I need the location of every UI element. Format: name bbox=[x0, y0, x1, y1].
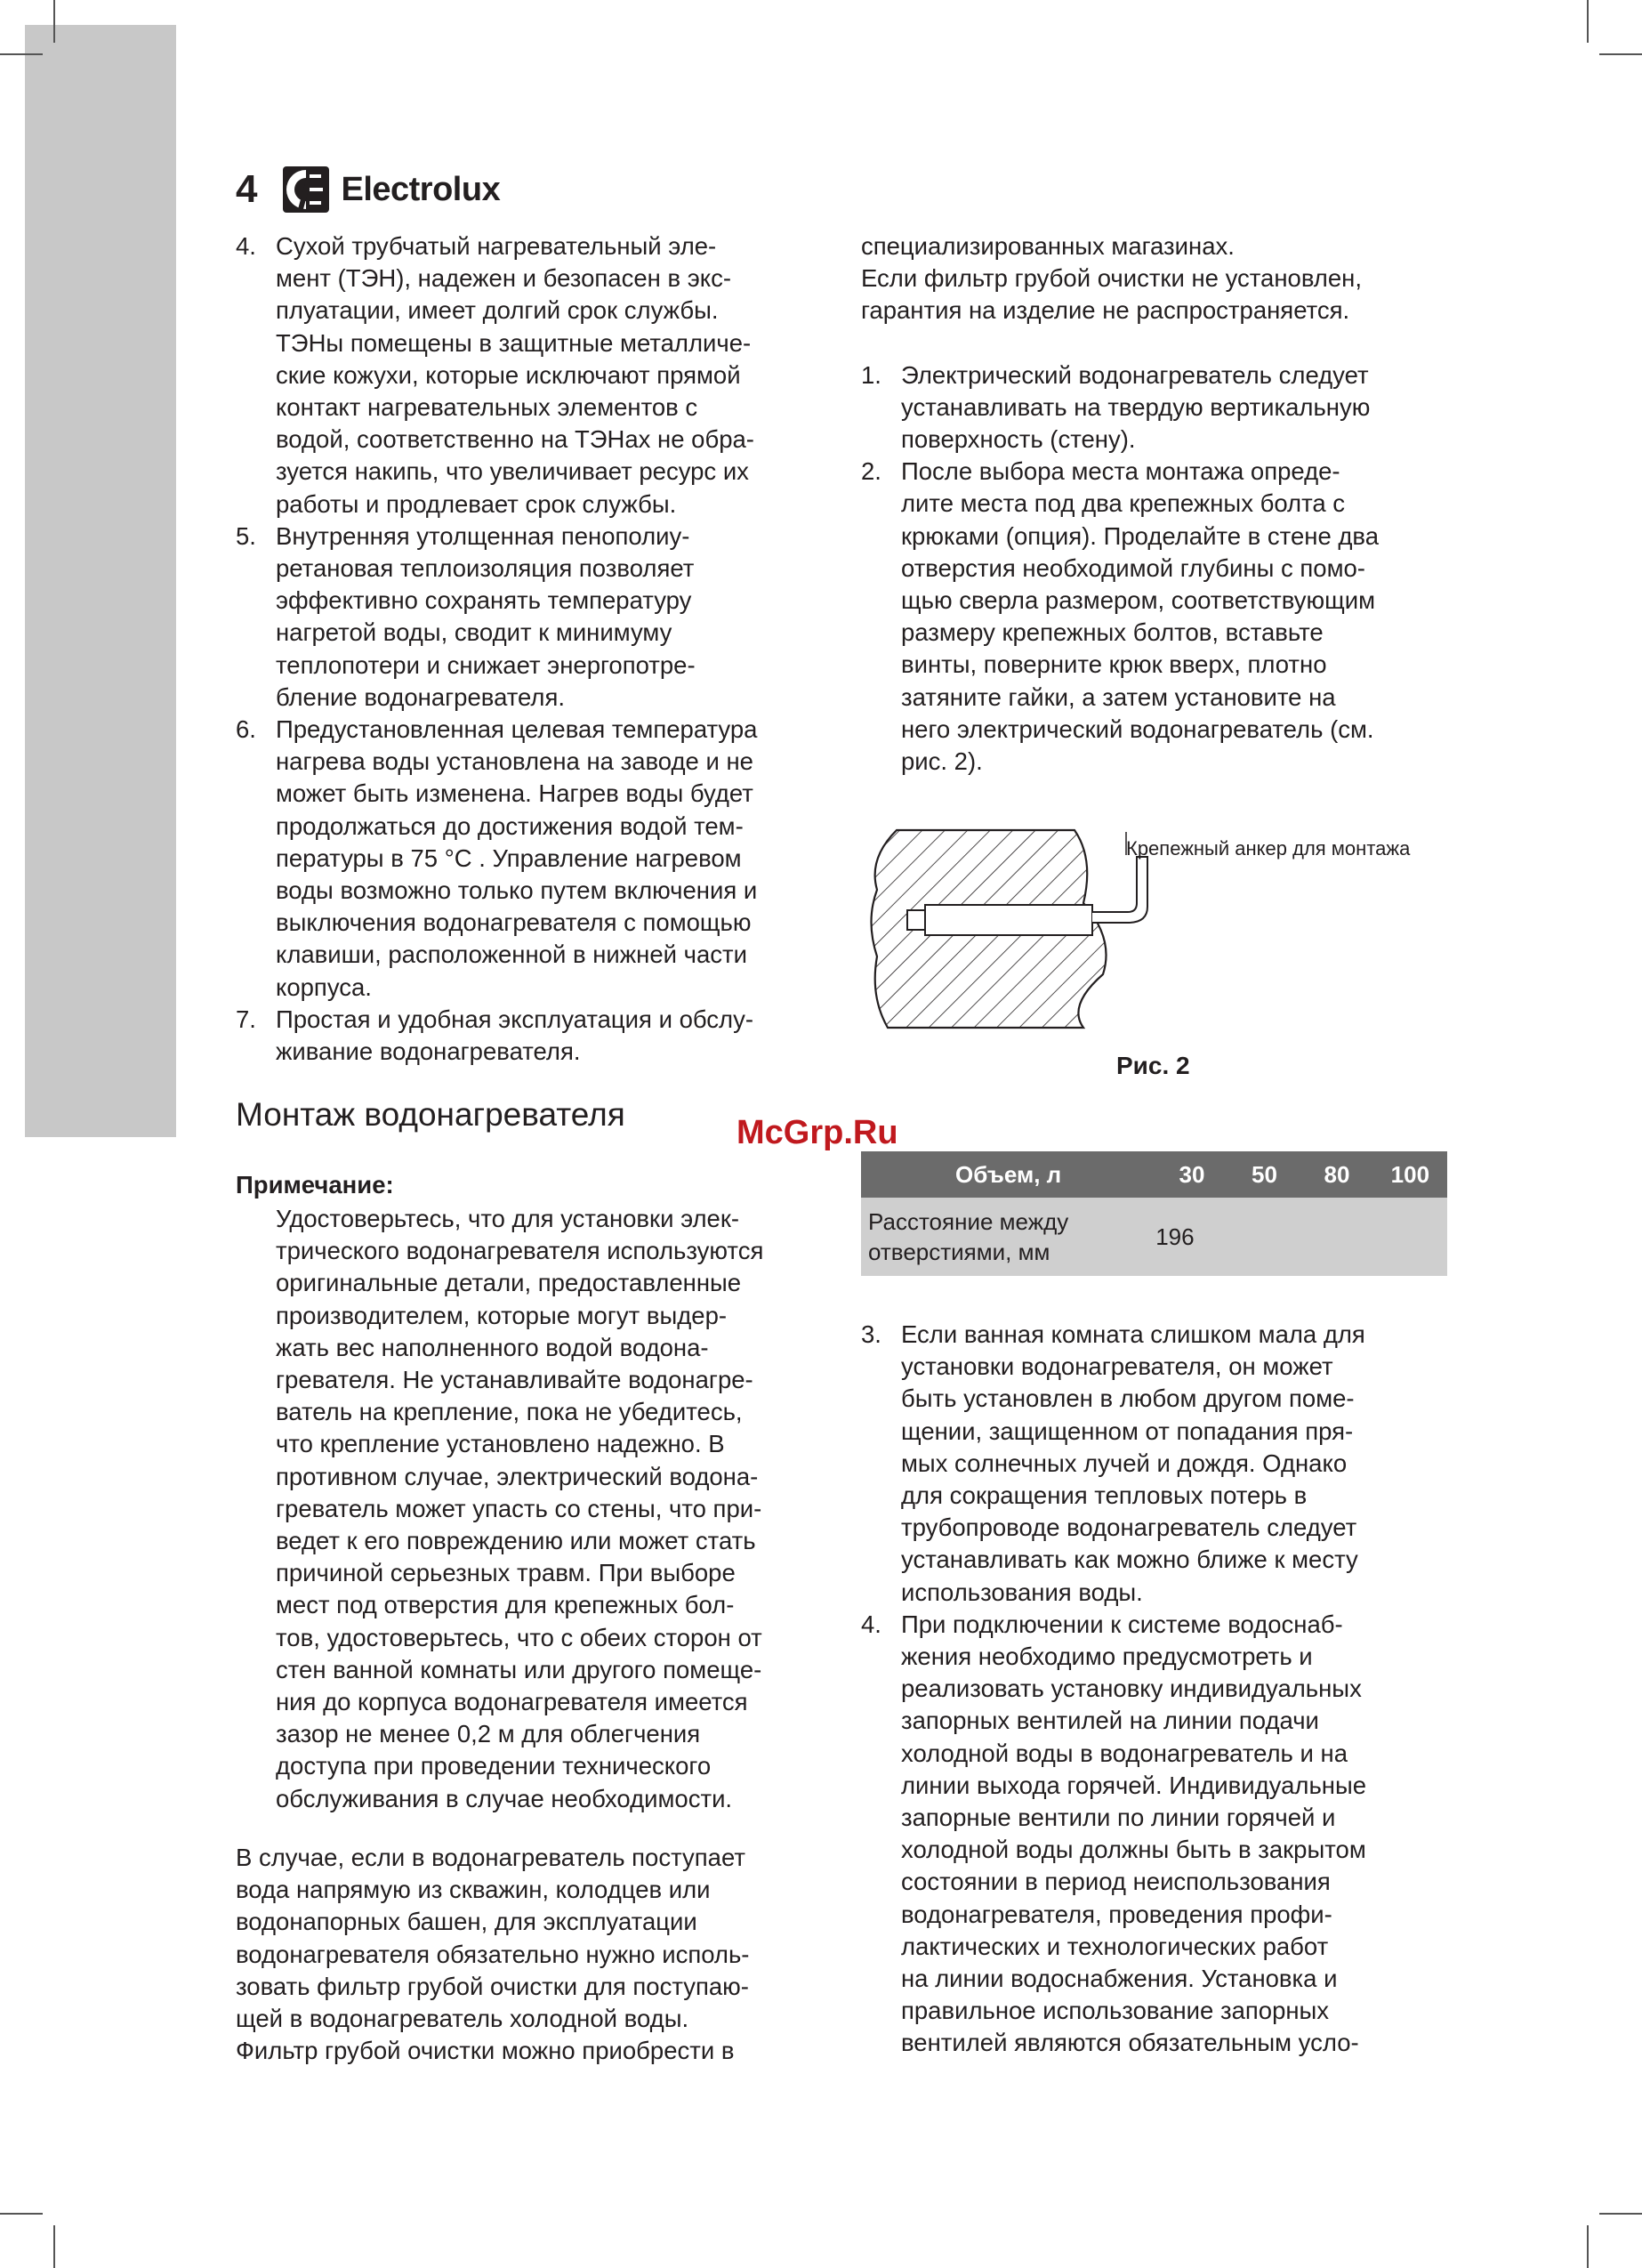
right-intro: специализированных магазинах. Если фильтр грубой очистки не установлен, гарантия на изделие не распространяется. bbox=[861, 232, 1362, 325]
list-item-text: Сухой трубчатый нагревательный эле- мент (ТЭН), надежен и безопасен в экс- плуатации, имеет долгий срок службы. ТЭНы помещены в защитные металличе- ские кожухи, которые исключают прямой контакт нагревательных элементов с водой, соответственно на ТЭНах не обра- зуется накипь, что увеличивает ресурс их работы и продлевает срок службы. bbox=[276, 232, 754, 518]
crop-mark bbox=[1599, 53, 1642, 55]
section-title: Монтаж водонагревателя bbox=[236, 1096, 625, 1133]
crop-mark bbox=[1599, 2213, 1642, 2215]
side-band bbox=[25, 25, 176, 1137]
watermark: McGrp.Ru bbox=[736, 1114, 898, 1151]
list-item-text: Простая и удобная эксплуатация и обслу- живание водонагревателя. bbox=[276, 1005, 754, 1066]
crop-mark bbox=[53, 2225, 55, 2268]
list-item-number: 1. bbox=[861, 360, 881, 389]
table-header: 30 bbox=[1155, 1151, 1228, 1198]
list-item bbox=[861, 359, 1448, 456]
left-column bbox=[236, 230, 823, 1068]
list-item-number: 4. bbox=[861, 1610, 881, 1638]
right-column-lower bbox=[861, 1319, 1448, 2060]
list-item bbox=[236, 714, 823, 1004]
list-item-text: При подключении к системе водоснаб- жения необходимо предусмотреть и реализовать установку индивидуальных запорных вентилей на линии подачи холодной воды в водонагреватель и на линии выхода горячей. Индивидуальные запорные вентили по линии горячей и холодной воды должны быть в закрытом состоянии в период неиспользования водонагревателя, проведения профи- лактических и технологических работ на линии водоснабжения. Установка и правильное использование запорных вентилей являются обязательным усло- bbox=[901, 1610, 1367, 2057]
table-row-label: Расстояние между отверстиями, мм bbox=[861, 1198, 1155, 1276]
installation-steps-continued bbox=[861, 1319, 1448, 2060]
brand-name: Electrolux bbox=[341, 170, 501, 208]
figure-label: Крепежный анкер для монтажа bbox=[1126, 837, 1411, 860]
list-item-number: 7. bbox=[236, 1005, 256, 1033]
table-header: Объем, л bbox=[861, 1151, 1155, 1198]
list-item bbox=[236, 521, 823, 714]
note-heading: Примечание: bbox=[236, 1171, 394, 1199]
list-item-number: 5. bbox=[236, 521, 256, 550]
right-column bbox=[861, 230, 1448, 778]
brand-logo bbox=[282, 165, 500, 214]
list-item-text: Электрический водонагреватель следует устанавливать на твердую вертикальную поверхность (стену). bbox=[901, 360, 1371, 454]
list-item-number: 3. bbox=[861, 1320, 881, 1348]
table-header: 50 bbox=[1228, 1151, 1301, 1198]
list-item bbox=[236, 1004, 823, 1068]
page-header bbox=[236, 158, 500, 221]
figure-anchor bbox=[861, 823, 1448, 1090]
list-item-text: Внутренняя утолщенная пенополиу- ретановая теплоизоляция позволяет эффективно сохранять температуру нагретой воды, сводит к минимуму теплопотери и снижает энергопотре- бление водонагревателя. bbox=[276, 521, 696, 711]
table-row-value: 196 bbox=[1155, 1198, 1447, 1276]
crop-mark bbox=[1587, 0, 1589, 43]
page-number: 4 bbox=[236, 167, 258, 211]
list-item bbox=[861, 1319, 1448, 1609]
crop-mark bbox=[53, 0, 55, 43]
list-item-number: 2. bbox=[861, 457, 881, 486]
list-item-text: После выбора места монтажа опреде- лите места под два крепежных болта с крюками (опция). Проделайте в стене два отверстия необходимой глубины с помо- щью сверла размером, соответствующим размеру крепежных болтов, вставьте винты, поверните крюк вверх, плотно затяните гайки, а затем установите на него электрический водонагреватель (см. рис. 2). bbox=[901, 457, 1380, 776]
crop-mark bbox=[0, 53, 43, 55]
spec-table bbox=[861, 1151, 1447, 1276]
list-item-number: 6. bbox=[236, 715, 256, 744]
filter-paragraph: В случае, если в водонагреватель поступает вода напрямую из скважин, колодцев или водонапорных башен, для эксплуатации водонагревателя обязательно нужно исполь- зовать фильтр грубой очистки для поступаю- щей в водонагреватель холодной воды. Фильтр грубой очистки можно приобрести в bbox=[236, 1844, 750, 2065]
table-header: 100 bbox=[1373, 1151, 1447, 1198]
list-item-number: 4. bbox=[236, 232, 256, 260]
figure-caption: Рис. 2 bbox=[1116, 1052, 1190, 1079]
electrolux-logo-icon bbox=[282, 165, 330, 214]
crop-mark bbox=[1587, 2225, 1589, 2268]
table-header-row bbox=[861, 1151, 1447, 1198]
list-item bbox=[861, 1609, 1448, 2060]
table-row bbox=[861, 1198, 1447, 1276]
list-item-text: Если ванная комната слишком мала для установки водонагревателя, он может быть установлен в любом другом поме- щении, защищенном от попадания пря- мых солнечных лучей и дождя. Однако для сокращения тепловых потерь в трубопроводе водонагреватель следует устанавливать как можно ближе к месту использования воды. bbox=[901, 1320, 1365, 1606]
table-header: 80 bbox=[1300, 1151, 1373, 1198]
list-item bbox=[861, 456, 1448, 778]
list-item bbox=[236, 230, 823, 521]
crop-mark bbox=[0, 2213, 43, 2215]
note-text: Удостоверьтесь, что для установки элек- трического водонагревателя используются оригинальные детали, предоставленные производителем, которые могут выдер- жать вес наполненного водой водона- гревателя. Не устанавливайте водонагре- ватель на крепление, пока не убедитесь, что крепление установлено надежно. В противном случае, электрический водона- греватель может упасть со стены, что при- ведет к его повреждению или может стать причиной серьезных травм. При выборе мест под отверстия для крепежных бол- тов, удостоверьтесь, что с обеих сторон от стен ванной комнаты или другого помеще- ния до корпуса водонагревателя имеется зазор не менее 0,2 м для облегчения доступа при проведении технического обслуживания в случае необходимости. bbox=[276, 1205, 764, 1812]
installation-steps bbox=[861, 359, 1448, 779]
list-item-text: Предустановленная целевая температура нагрева воды установлена на заводе и не может быть изменена. Нагрев воды будет продолжаться до достижения водой тем- пературы в 75 °С . Управление нагревом воды возможно только путем включения и выключения водонагревателя с помощью клавиши, расположенной в нижней части корпуса. bbox=[276, 715, 758, 1001]
features-list bbox=[236, 230, 823, 1068]
